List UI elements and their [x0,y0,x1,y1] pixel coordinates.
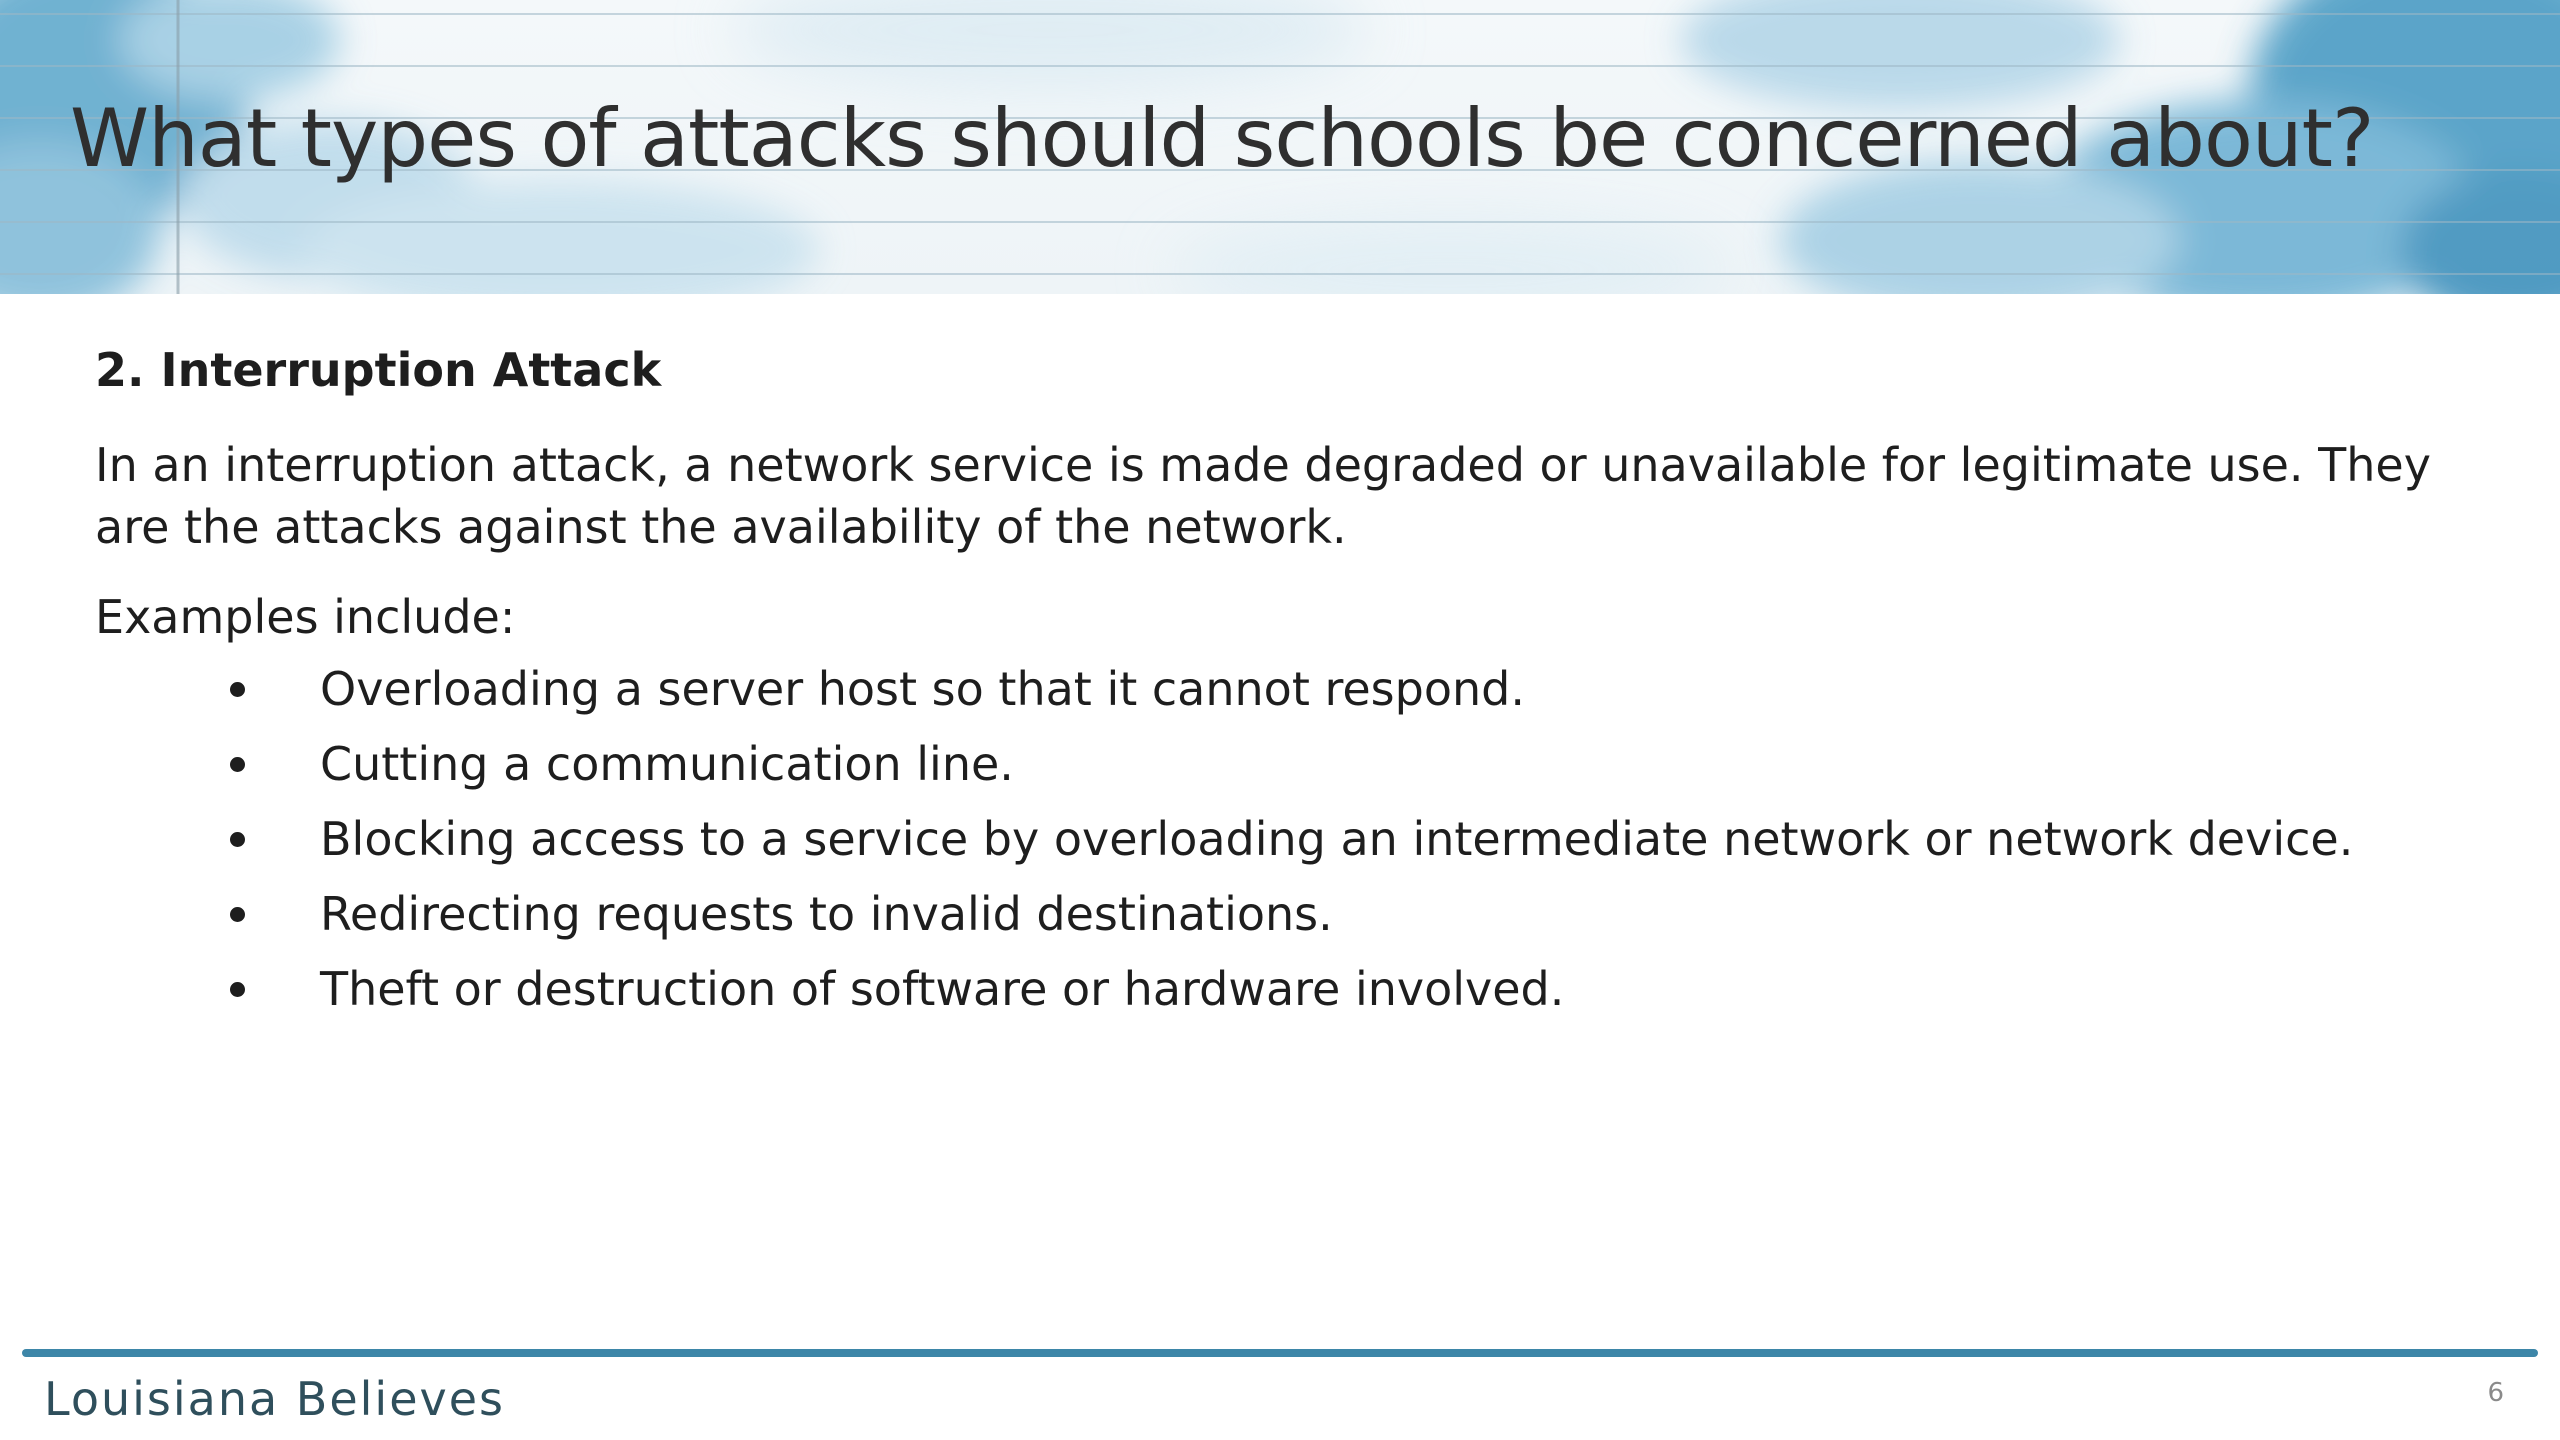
section-heading: 2. Interruption Attack [95,343,662,397]
list-item-text: Blocking access to a service by overloading an intermediate network or network device. [320,812,2354,866]
list-item [230,958,2455,1020]
examples-list [95,658,2455,1020]
list-item-text: Cutting a communication line. [320,737,1014,791]
bullet-icon [230,907,245,922]
page-number: 6 [2487,1378,2504,1408]
list-item-text: Redirecting requests to invalid destinations. [320,887,1333,941]
bullet-icon [230,682,245,697]
slide-title: What types of attacks should schools be concerned about? [70,92,2374,185]
list-item [230,808,2455,870]
list-item [230,883,2455,945]
list-item [230,658,2455,720]
list-item-text: Theft or destruction of software or hardware involved. [320,962,1565,1016]
brand-logo: Louisiana Believes [44,1372,506,1426]
examples-label: Examples include: [95,590,516,644]
bullet-icon [230,757,245,772]
footer-divider [22,1349,2538,1357]
description-paragraph: In an interruption attack, a network service is made degraded or unavailable for legitimate use. They are the attacks against the availability of the network. [95,438,2431,554]
bullet-icon [230,832,245,847]
header-banner [0,0,2560,294]
list-item-text: Overloading a server host so that it cannot respond. [320,662,1525,716]
slide-content [95,340,2455,1033]
list-item [230,733,2455,795]
bullet-icon [230,982,245,997]
